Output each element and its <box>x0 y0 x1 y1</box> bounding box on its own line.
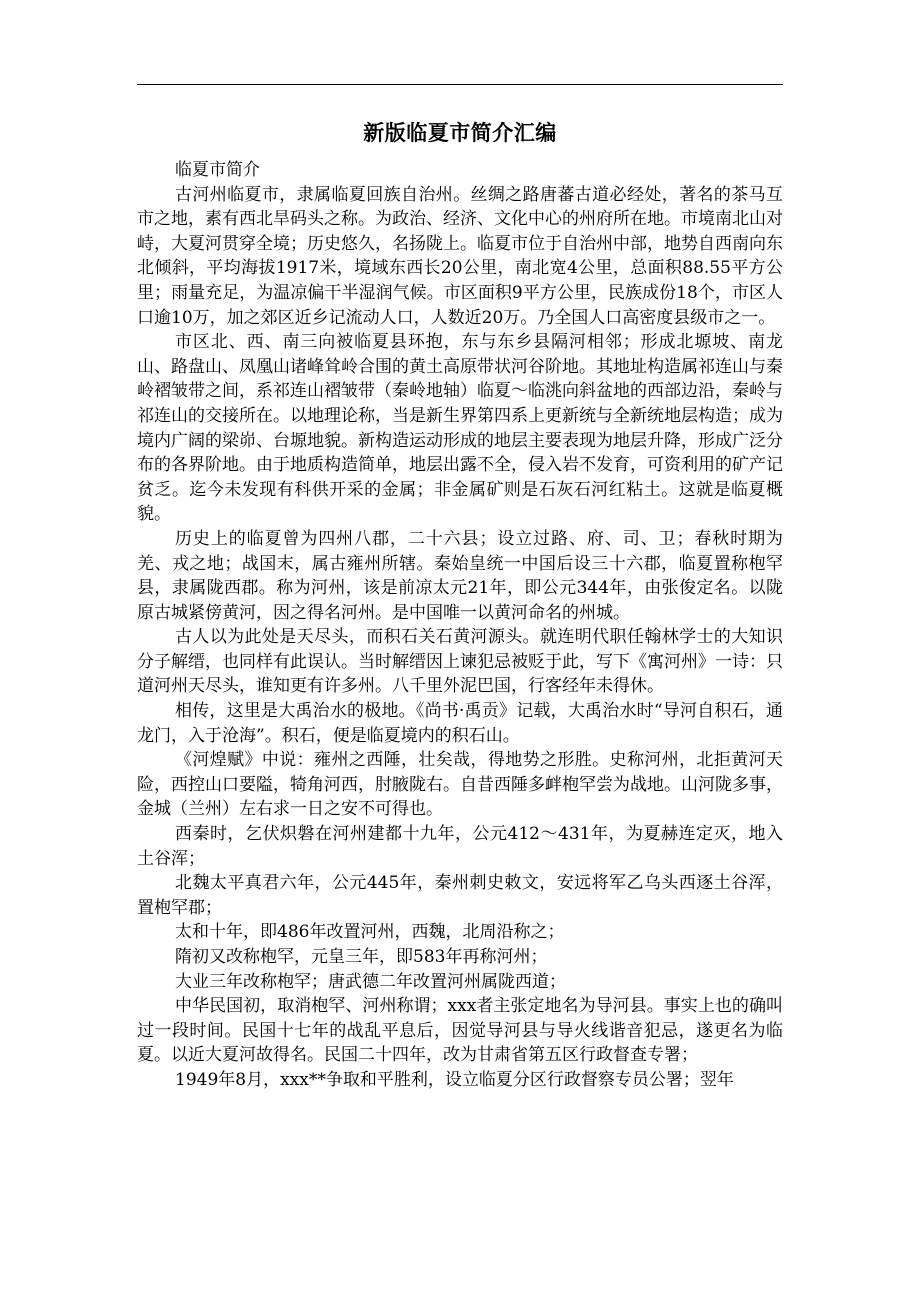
body-paragraph: 太和十年，即486年改置河州，西魏，北周沿称之； <box>175 922 565 943</box>
document-body <box>137 158 783 1093</box>
body-paragraph: 相传，这里是大禹治水的极地。《尚书·禹贡》记载，大禹治水时“导河自积石，通龙门，入于沧海”。积石，便是临夏境内的积石山。 <box>137 701 783 746</box>
body-paragraph: 西秦时，乞伏炽磐在河州建都十九年，公元412～431年，为夏赫连定灭，地入土谷浑； <box>137 824 783 869</box>
body-paragraph: 古人以为此处是天尽头，而积石关石黄河源头。就连明代职任翰林学士的大知识分子解缙，也同样有此误认。当时解缙因上谏犯忌被贬于此，写下《寓河州》一诗：只道河州天尽头，谁知更有许多州。八千里外泥巴国，行客经年未得休。 <box>137 627 783 697</box>
body-paragraph: 1949年8月，xxx**争取和平胜利，设立临夏分区行政督察专员公署；翌年 <box>175 1069 734 1090</box>
body-paragraph: 《河煌赋》中说：雍州之西陲，壮矣哉，得地势之形胜。史称河州，北拒黄河天险，西控山口要隘，犄角河西，肘腋陇右。自昔西陲多衅枹罕尝为战地。山河陇多事，金城（兰州）左右求一日之安不可得也。 <box>137 750 783 820</box>
body-paragraph: 隋初又改称枹罕，元皇三年，即583年再称河州； <box>175 947 548 967</box>
body-paragraph: 市区北、西、南三向被临夏县环抱，东与东乡县隔河相邻；形成北塬坡、南龙山、路盘山、凤凰山诸峰耸岭合围的黄土高原带状河谷阶地。其地址构造属祁连山与秦岭褶皱带之间，系祁连山褶皱带（秦岭地轴）临夏～临洮向斜盆地的西部边沿，秦岭与祁连山的交接所在。以地理论称，当是新生界第四系上更新统与全新统地层构造；成为境内广阔的梁峁、台塬地貌。新构造运动形成的地层主要表现为地层升降，形成广泛分布的各界阶地。由于地质构造简单，地层出露不全，侵入岩不发育，可资利用的矿产记贫乏。迄今未发现有科供开采的金属；非金属矿则是石灰石河红粘土。这就是临夏概貌。 <box>137 332 783 525</box>
body-paragraph: 古河州临夏市，隶属临夏回族自治州。丝绸之路唐蕃古道必经处，著名的茶马互市之地，素有西北旱码头之称。为政治、经济、文化中心的州府所在地。市境南北山对峙，大夏河贯穿全境；历史悠久，名扬陇上。临夏市位于自治州中部，地势自西南向东北倾斜，平均海拔1917米，境域东西长20公里，南北宽4公里，总面积88.55平方公里；雨量充足，为温凉偏干半湿润气候。市区面积9平方公里，民族成份18个，市区人口逾10万，加之郊区近乡记流动人口，人数近20万。乃全国人口高密度县级市之一。 <box>137 184 783 328</box>
header-rule <box>137 84 783 85</box>
body-paragraph: 历史上的临夏曾为四州八郡，二十六县；设立过路、府、司、卫；春秋时期为羌、戎之地；战国末，属古雍州所辖。秦始皇统一中国后设三十六郡，临夏置称枹罕县，隶属陇西郡。称为河州，该是前凉太元21年，即公元344年，由张俊定名。以陇原古城紧傍黄河，因之得名河州。是中国唯一以黄河命名的州城。 <box>137 528 783 623</box>
document-title: 新版临夏市简介汇编 <box>363 120 557 145</box>
body-paragraph: 北魏太平真君六年，公元445年，秦州刺史敕文，安远将军乙乌头西逐土谷浑，置枹罕郡； <box>137 873 783 918</box>
body-paragraph: 中华民国初，取消枹罕、河州称谓；xxx者主张定地名为导河县。事实上也的确叫过一段时间。民国十七年的战乱平息后，因觉导河县与导火线谐音犯忌，遂更名为临夏。以近大夏河故得名。民国二十四年，改为甘肃省第五区行政督查专署； <box>137 996 783 1066</box>
body-paragraph: 大业三年改称枹罕；唐武德二年改置河州属陇西道； <box>175 971 566 992</box>
section-heading: 临夏市简介 <box>175 160 260 180</box>
